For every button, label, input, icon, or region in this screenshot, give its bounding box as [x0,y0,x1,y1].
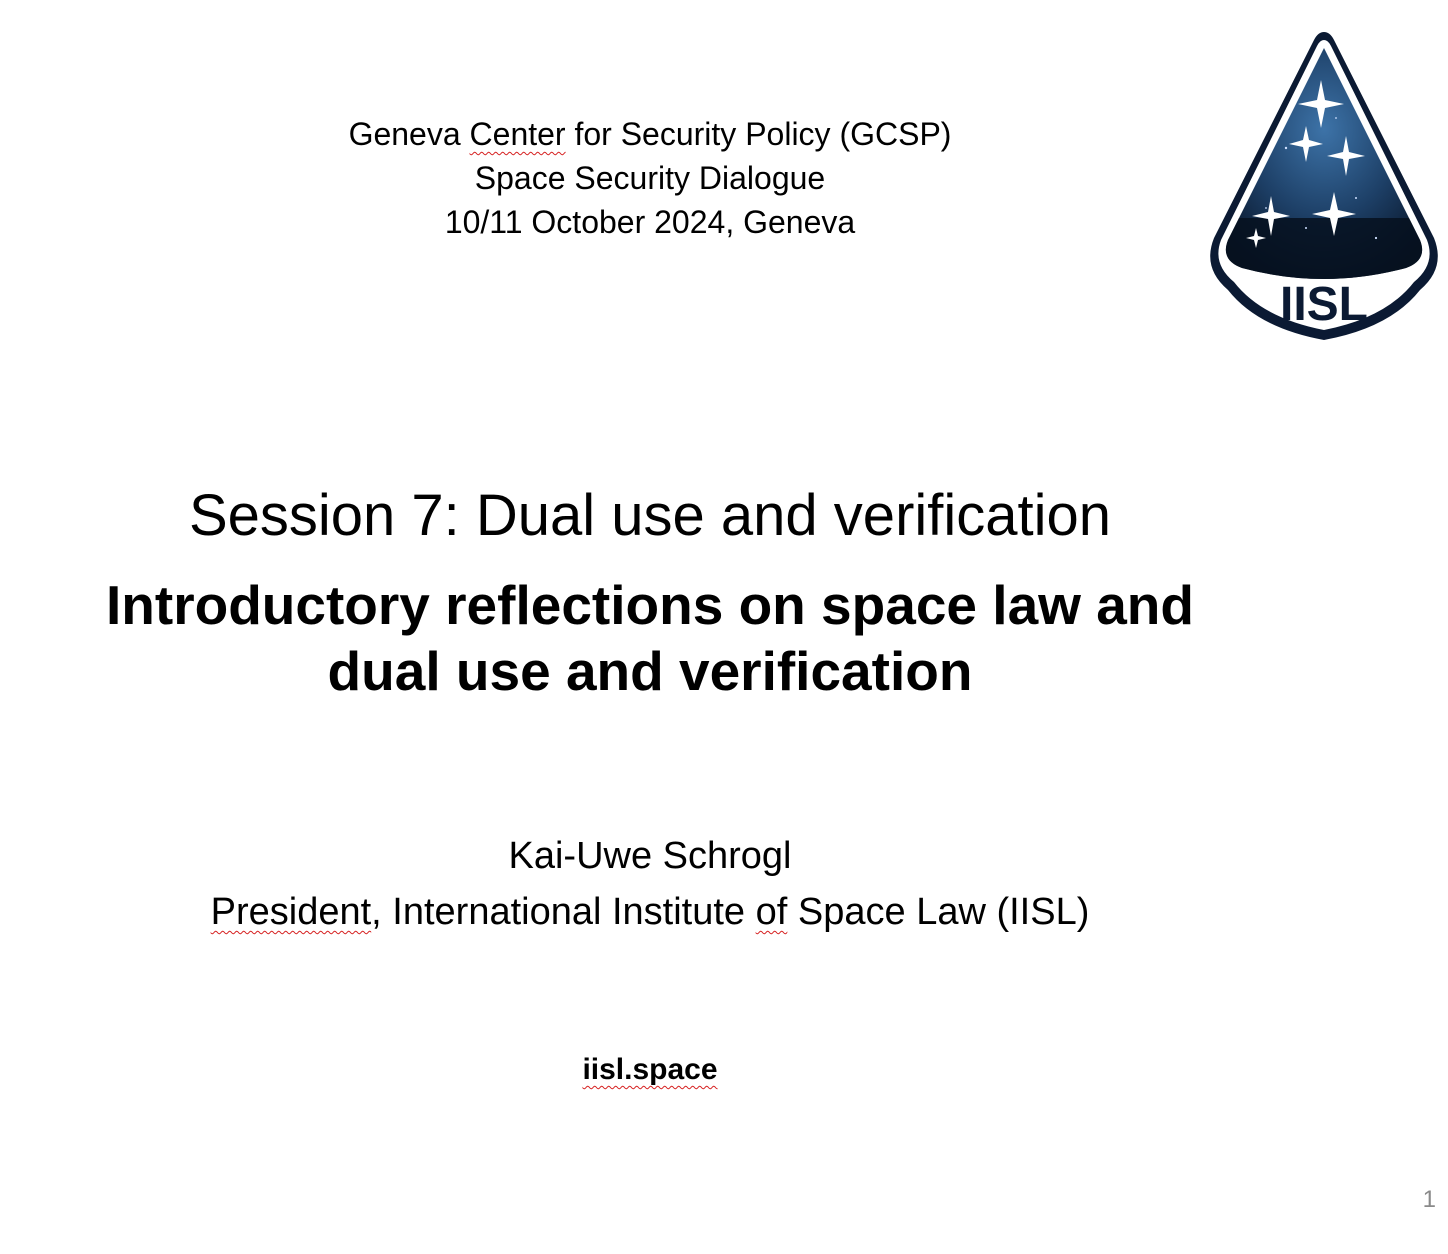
website-link[interactable] [0,1050,1300,1090]
presentation-title-line1: Introductory reflections on space law and [106,574,1194,636]
organizer-text-flagged: Center [469,116,566,152]
website-text[interactable]: iisl.space [582,1053,718,1086]
author-block [0,828,1300,940]
author-name: Kai-Uwe Schrogl [508,835,792,877]
organizer-text-end: for Security Policy (GCSP) [565,116,952,152]
event-name: Space Security Dialogue [474,160,826,196]
author-role-flagged-2: of [755,891,788,933]
page-number: 1 [1422,1186,1436,1213]
event-date-location: 10/11 October 2024, Geneva [444,204,856,240]
author-role [0,884,1300,940]
author-role-end: Space Law (IISL) [787,891,1090,933]
iisl-logo-icon [1206,28,1442,344]
presentation-title-line2: dual use and verification [327,640,973,702]
organizer-text-start: Geneva [348,116,470,152]
presentation-title [0,572,1300,704]
session-title: Session 7: Dual use and verification [188,483,1112,548]
event-header [150,112,1150,244]
event-organizer [150,112,1150,156]
author-role-flagged-1: President [210,891,372,933]
author-role-middle: , International Institute [371,891,756,933]
logo-text: IISL [1279,278,1369,331]
